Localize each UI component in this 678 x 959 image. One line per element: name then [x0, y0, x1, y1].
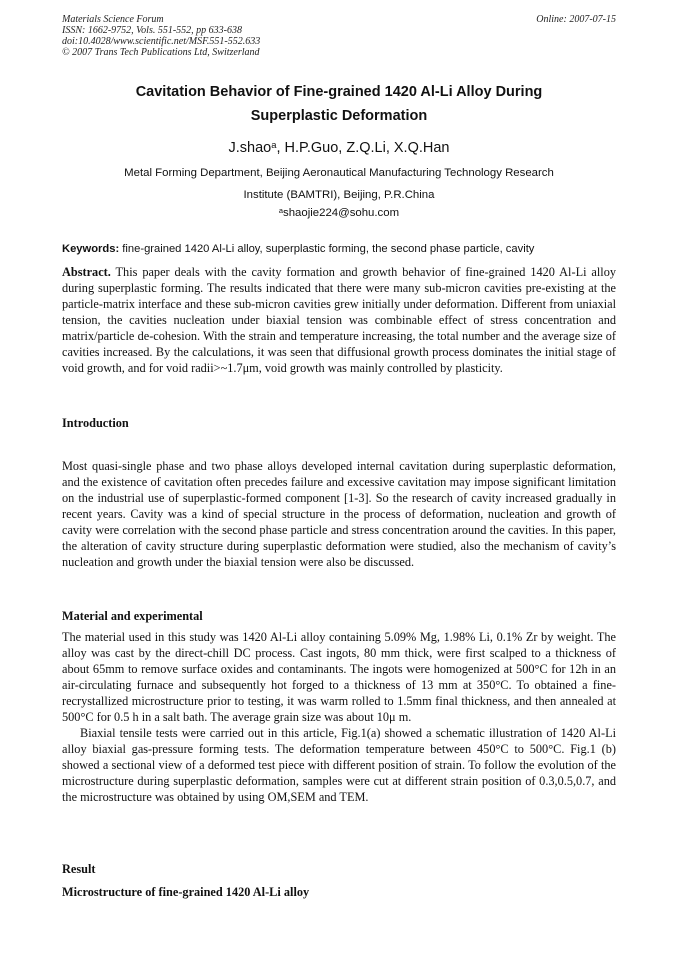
- affiliation: [62, 162, 616, 206]
- title-line-1: Cavitation Behavior of Fine-grained 1420 Al-Li Alloy During: [135, 84, 543, 100]
- affiliation-line-1: Metal Forming Department, Beijing Aeronautical Manufacturing Technology Research: [124, 167, 554, 179]
- abstract-label: Abstract.: [62, 265, 111, 279]
- online-date: Online: 2007-07-15: [536, 14, 616, 25]
- keywords-text: fine-grained 1420 Al-Li alloy, superplastic forming, the second phase particle, cavity: [119, 243, 535, 255]
- copyright-line: © 2007 Trans Tech Publications Ltd, Switzerland: [62, 47, 260, 58]
- author-email: [62, 205, 616, 221]
- keywords-label: Keywords:: [62, 243, 120, 255]
- author-list: [62, 137, 616, 159]
- abstract-text: This paper deals with the cavity formation and growth behavior of fine-grained 1420 Al-Li alloy during superplastic forming. The results indicated that there were many sub-micron cavities pre-existing at the particle-matrix interface and these sub-micron cavities grew initially under deformation. Different from uniaxial tension, the cavities nucleation under biaxial tension was combinable effect of stress concentration and matrix/particle de-cohesion. With the strain and temperature increasing, the total number and the average size of cavities increased. By the calculations, it was seen that diffusional growth process dominates the initial stage of void growth, and for void radii>~1.7μm, void growth was mainly controlled by plasticity.: [62, 265, 616, 375]
- doi-line: doi:10.4028/www.scientific.net/MSF.551-552.633: [62, 36, 261, 47]
- material-body: [62, 629, 616, 805]
- journal-name: Materials Science Forum: [62, 14, 164, 25]
- abstract: [62, 264, 616, 376]
- introduction-heading: Introduction: [62, 416, 129, 430]
- title-line-2: Superplastic Deformation: [250, 108, 428, 124]
- material-paragraph-2: Biaxial tensile tests were carried out in this article, Fig.1(a) showed a schematic illustration of 1420 Al-Li alloy biaxial gas-pressure forming tests. The deformation temperature between 450°C to 500°C. Fig.1 (b) showed a sectional view of a deformed test piece with different position of strain. To follow the evolution of the microstructure during superplastic deformation, samples were cut at different strain position of 0.3,0.5,0.7, and the microstructure was obtained by using OM,SEM and TEM.: [62, 726, 616, 804]
- affiliation-line-2: Institute (BAMTRI), Beijing, P.R.China: [243, 189, 435, 201]
- keywords: [62, 242, 616, 256]
- paper-title: [62, 80, 616, 128]
- result-subheading: Microstructure of fine-grained 1420 Al-Li alloy: [62, 885, 310, 899]
- email-affiliation-mark: a: [278, 205, 284, 215]
- result-heading: Result: [62, 862, 96, 876]
- first-author: J.shao: [228, 140, 272, 156]
- email-address: shaojie224@sohu.com: [283, 207, 400, 219]
- material-heading: Material and experimental: [62, 609, 203, 623]
- other-authors: , H.P.Guo, Z.Q.Li, X.Q.Han: [276, 140, 450, 156]
- issn-line: ISSN: 1662-9752, Vols. 551-552, pp 633-638: [62, 25, 242, 36]
- introduction-paragraph: Most quasi-single phase and two phase alloys developed internal cavitation during superplastic deformation, and the existence of cavitation often precedes failure and excessive cavitation may impose significant limitation on the industrial use of superplastic-formed component [1-3]. So the research of cavity increased gradually in recent years. Cavity was a kind of special structure in the process of deformation, nucleation and growth of cavity were correlation with the second phase particle and stress concentration around the cavities. In this paper, the alteration of cavity structure during superplastic deformation were studied, also the mechanism of cavity’s nucleation and growth under the biaxial tension were also be discussed.: [62, 459, 616, 569]
- first-author-affiliation-mark: a: [271, 138, 277, 150]
- material-paragraph-1: The material used in this study was 1420 Al-Li alloy containing 5.09% Mg, 1.98% Li, 0.1% Zr by weight. The alloy was cast by the direct-chill DC process. Cast ingots, 80 mm thick, were first scalped to a thickness of about 65mm to remove surface oxides and contaminants. The ingots were homogenized at 500°C for 12h in an air-circulating furnace and subsequently hot forged to a thickness of 13 mm at 350°C. To obtained a fine-recrystallized microstructure prior to testing, it was warm rolled to 1.5mm final thickness, and then annealed at 500°C for 0.5 h in a salt bath. The average grain size was about 10μ m.: [62, 630, 616, 724]
- introduction-body: [62, 458, 616, 570]
- journal-header: [62, 14, 260, 58]
